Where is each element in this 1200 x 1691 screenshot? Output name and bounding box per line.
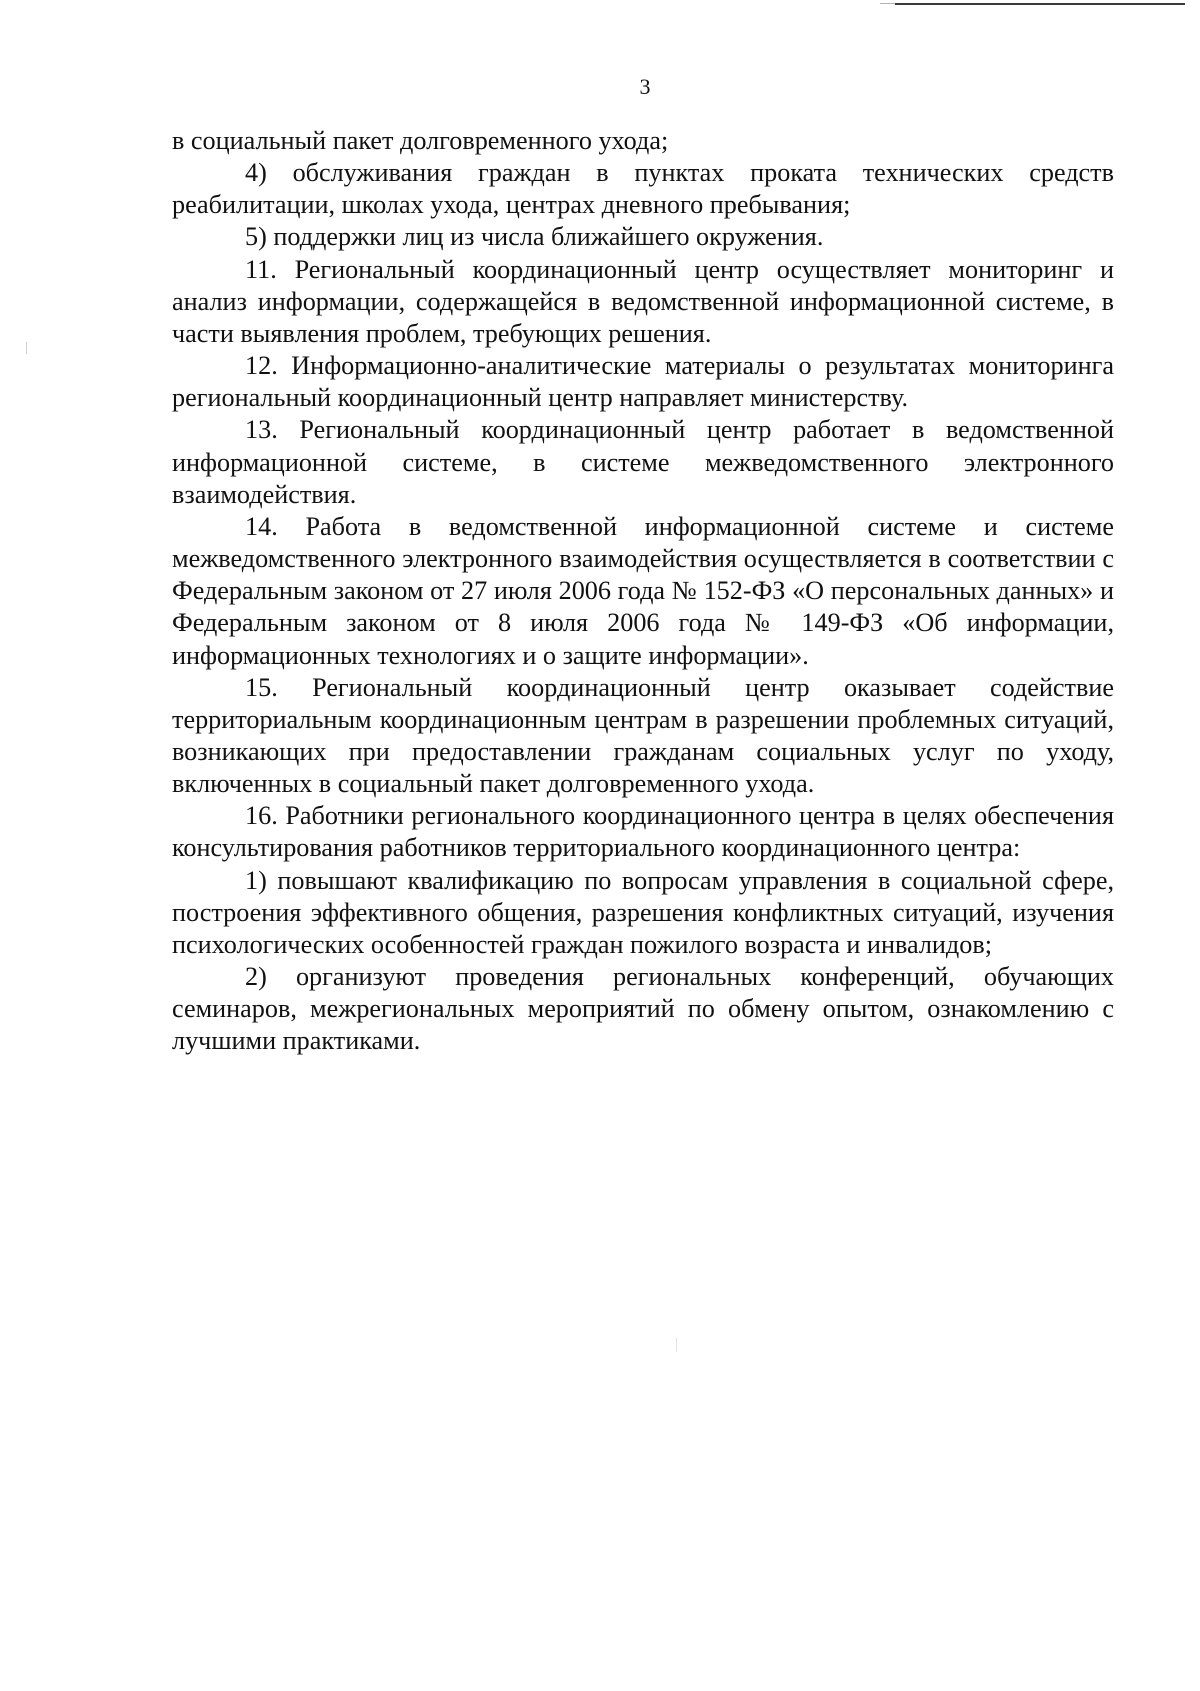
scan-artifact-line: [880, 3, 895, 4]
paragraph-clause-14: 14. Работа в ведомственной информационной системе и системе межведомственного электронного взаимодействия осуществляется в соответствии с Федеральным законом от 27 июля 2006 года № 152-ФЗ «О персональных данных» и Федеральным законом от 8 июля 2006 года № 149-ФЗ «Об информации, информационных технологиях и о защите информации».: [172, 511, 1114, 670]
scan-artifact-line: [895, 3, 1185, 5]
paragraph-clause-11: 11. Региональный координационный центр осуществляет мониторинг и анализ информации, содержащейся в ведомственной информационной системе, в части выявления проблем, требующих решения.: [172, 254, 1114, 348]
paragraph-item-5: 5) поддержки лиц из числа ближайшего окружения.: [245, 222, 824, 252]
document-body: [172, 125, 1114, 1058]
paragraph-clause-13: 13. Региональный координационный центр работает в ведомственной информационной системе, в системе межведомственного электронного взаимодействия.: [172, 415, 1114, 509]
paragraph-continuation: в социальный пакет долговременного ухода;: [172, 126, 669, 155]
paragraph-clause-15: 15. Региональный координационный центр оказывает содействие территориальным координационным центрам в разрешении проблемных ситуаций, возникающих при предоставлении гражданам социальных услуг по уходу, включенных в социальный пакет долговременного ухода.: [172, 672, 1114, 799]
paragraph-subitem-2: 2) организуют проведения региональных конференций, обучающих семинаров, межрегиональных мероприятий по обмену опытом, ознакомлению с лучшими практиками.: [172, 962, 1114, 1056]
paragraph-item-4: 4) обслуживания граждан в пунктах проката технических средств реабилитации, школах ухода, центрах дневного пребывания;: [172, 158, 1114, 220]
page-number: 3: [639, 74, 651, 99]
paragraph-subitem-1: 1) повышают квалификацию по вопросам управления в социальной сфере, построения эффективного общения, разрешения конфликтных ситуаций, изучения психологических особенностей граждан пожилого возраста и инвалидов;: [172, 865, 1114, 959]
scan-artifact-mark: [26, 342, 27, 354]
paragraph-clause-12: 12. Информационно-аналитические материалы о результатах мониторинга региональный координационный центр направляет министерству.: [172, 351, 1114, 413]
scan-artifact-speck: [676, 1338, 677, 1352]
paragraph-clause-16: 16. Работники регионального координационного центра в целях обеспечения консультирования работников территориального координационного центра:: [172, 801, 1114, 863]
